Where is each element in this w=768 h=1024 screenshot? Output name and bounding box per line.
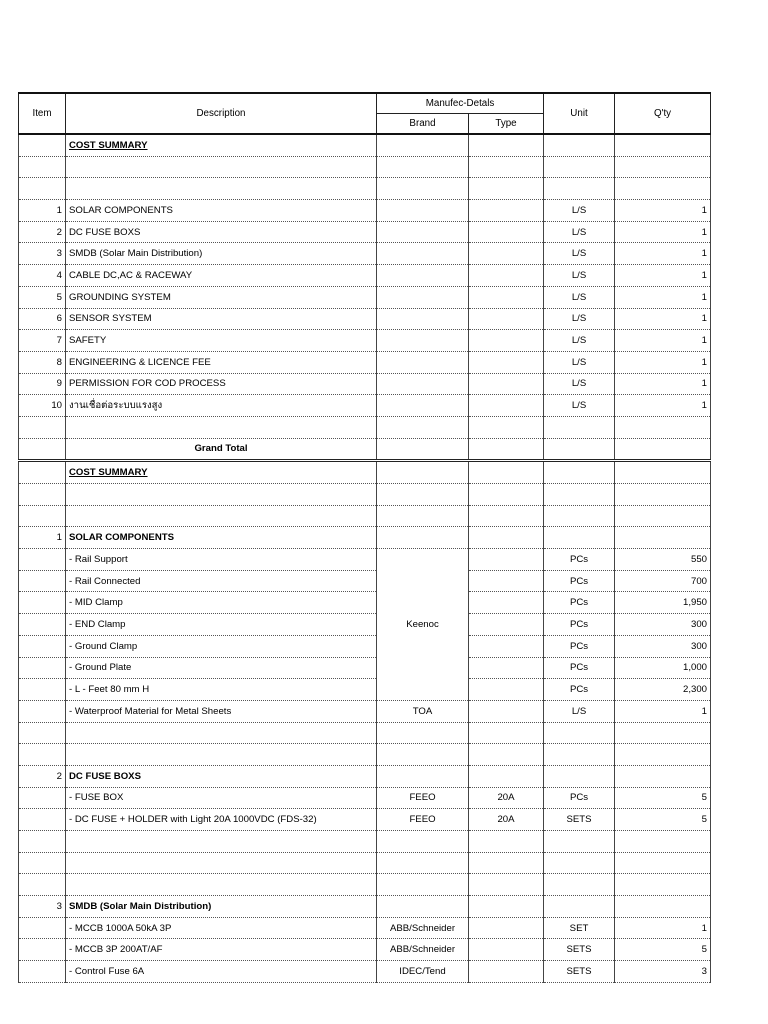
cell-item	[19, 700, 66, 722]
cell-item	[19, 939, 66, 961]
line-item-qty: 1,000	[615, 657, 711, 679]
summary-row	[19, 351, 711, 373]
line-item-type	[469, 549, 544, 571]
cell-unit	[544, 896, 615, 918]
line-item-unit: L/S	[544, 700, 615, 722]
cell-brand	[377, 200, 469, 222]
cell-type	[469, 243, 544, 265]
line-item-type	[469, 657, 544, 679]
section-title: SOLAR COMPONENTS	[66, 527, 377, 549]
section-number: 1	[19, 527, 66, 549]
section-header-row	[19, 527, 711, 549]
item-qty: 1	[615, 373, 711, 395]
cell-qty	[615, 416, 711, 438]
item-description: CABLE DC,AC & RACEWAY	[66, 265, 377, 287]
line-item-unit: PCs	[544, 614, 615, 636]
cell-item	[19, 874, 66, 896]
cell-type	[469, 484, 544, 506]
cell-brand	[377, 178, 469, 200]
detail-title-row	[19, 461, 711, 484]
empty-row	[19, 484, 711, 506]
cell-brand	[377, 308, 469, 330]
line-item-brand: TOA	[377, 700, 469, 722]
line-item-unit: PCs	[544, 787, 615, 809]
cell-unit	[544, 527, 615, 549]
item-unit: L/S	[544, 373, 615, 395]
header-description: Description	[66, 93, 377, 134]
empty-row	[19, 156, 711, 178]
cell-type	[469, 416, 544, 438]
section-title: COST SUMMARY	[66, 461, 377, 484]
line-item-qty: 700	[615, 570, 711, 592]
empty-row	[19, 505, 711, 527]
cell-brand	[377, 722, 469, 744]
cell-type	[469, 156, 544, 178]
line-item-unit: PCs	[544, 592, 615, 614]
empty-row	[19, 722, 711, 744]
cell-desc	[66, 852, 377, 874]
item-unit: L/S	[544, 330, 615, 352]
cell-brand	[377, 527, 469, 549]
empty-row	[19, 416, 711, 438]
line-item-row	[19, 917, 711, 939]
cell-type	[469, 178, 544, 200]
cell-type	[469, 874, 544, 896]
line-item-row	[19, 614, 711, 636]
line-item-type	[469, 635, 544, 657]
cell-brand	[377, 744, 469, 766]
section-title: DC FUSE BOXS	[66, 765, 377, 787]
line-item-unit: PCs	[544, 570, 615, 592]
cell-unit	[544, 438, 615, 461]
header-manufacturer: Manufec-Detals	[377, 93, 544, 114]
boq-sheet	[18, 92, 710, 983]
cell-unit	[544, 744, 615, 766]
line-item-row	[19, 939, 711, 961]
cell-qty	[615, 505, 711, 527]
cell-unit	[544, 874, 615, 896]
section-number: 2	[19, 765, 66, 787]
item-description: งานเชื่อต่อระบบแรงสูง	[66, 395, 377, 417]
summary-row	[19, 373, 711, 395]
summary-row	[19, 286, 711, 308]
cell-type	[469, 896, 544, 918]
table-header	[19, 93, 711, 134]
grand-total-label: Grand Total	[66, 438, 377, 461]
cell-item	[19, 614, 66, 636]
cell-qty	[615, 831, 711, 853]
header-qty: Q'ty	[615, 93, 711, 134]
cell-item	[19, 592, 66, 614]
cell-item	[19, 679, 66, 701]
line-item-description: - L - Feet 80 mm H	[66, 679, 377, 701]
line-item-row	[19, 657, 711, 679]
cell-qty	[615, 765, 711, 787]
section-title: SMDB (Solar Main Distribution)	[66, 896, 377, 918]
item-unit: L/S	[544, 265, 615, 287]
line-item-type	[469, 700, 544, 722]
line-item-type	[469, 679, 544, 701]
item-qty: 1	[615, 221, 711, 243]
line-item-brand: ABB/Schneider	[377, 917, 469, 939]
cell-brand	[377, 134, 469, 156]
item-unit: L/S	[544, 308, 615, 330]
line-item-brand: FEEO	[377, 787, 469, 809]
cell-type	[469, 200, 544, 222]
item-qty: 1	[615, 308, 711, 330]
cell-item	[19, 961, 66, 983]
line-item-type	[469, 592, 544, 614]
cell-desc	[66, 722, 377, 744]
item-description: ENGINEERING & LICENCE FEE	[66, 351, 377, 373]
cell-type	[469, 505, 544, 527]
empty-row	[19, 874, 711, 896]
item-number: 5	[19, 286, 66, 308]
item-number: 3	[19, 243, 66, 265]
line-item-qty: 5	[615, 787, 711, 809]
line-item-description: - FUSE BOX	[66, 787, 377, 809]
line-item-brand: ABB/Schneider	[377, 939, 469, 961]
summary-row	[19, 200, 711, 222]
line-item-qty: 300	[615, 614, 711, 636]
cell-unit	[544, 831, 615, 853]
cell-brand	[377, 373, 469, 395]
cell-desc	[66, 178, 377, 200]
cell-brand	[377, 484, 469, 506]
cell-qty	[615, 744, 711, 766]
cell-desc	[66, 156, 377, 178]
cell-qty	[615, 178, 711, 200]
cell-unit	[544, 765, 615, 787]
cell-unit	[544, 416, 615, 438]
line-item-unit: SETS	[544, 809, 615, 831]
cell-item	[19, 134, 66, 156]
cell-qty	[615, 156, 711, 178]
cell-type	[469, 527, 544, 549]
cell-brand	[377, 874, 469, 896]
cell-brand	[377, 438, 469, 461]
cell-unit	[544, 722, 615, 744]
item-description: DC FUSE BOXS	[66, 221, 377, 243]
cell-brand	[377, 221, 469, 243]
line-item-row	[19, 809, 711, 831]
cell-type	[469, 221, 544, 243]
line-item-row	[19, 787, 711, 809]
summary-row	[19, 243, 711, 265]
line-item-qty: 5	[615, 809, 711, 831]
cell-brand	[377, 765, 469, 787]
cell-qty	[615, 874, 711, 896]
cell-brand	[377, 896, 469, 918]
cell-brand	[377, 505, 469, 527]
cell-qty	[615, 438, 711, 461]
cell-qty	[615, 722, 711, 744]
cell-unit	[544, 505, 615, 527]
cell-item	[19, 787, 66, 809]
cell-item	[19, 917, 66, 939]
cell-brand	[377, 265, 469, 287]
line-item-description: - END Clamp	[66, 614, 377, 636]
item-description: SENSOR SYSTEM	[66, 308, 377, 330]
cell-item	[19, 156, 66, 178]
cell-desc	[66, 484, 377, 506]
empty-row	[19, 744, 711, 766]
cell-item	[19, 461, 66, 484]
line-item-row	[19, 679, 711, 701]
line-item-type	[469, 570, 544, 592]
item-unit: L/S	[544, 395, 615, 417]
header-type: Type	[469, 114, 544, 135]
item-number: 7	[19, 330, 66, 352]
line-item-type	[469, 917, 544, 939]
cell-desc	[66, 831, 377, 853]
cell-unit	[544, 156, 615, 178]
cell-type	[469, 308, 544, 330]
line-item-qty: 1	[615, 700, 711, 722]
item-number: 1	[19, 200, 66, 222]
cell-desc	[66, 744, 377, 766]
item-unit: L/S	[544, 200, 615, 222]
line-item-description: - Ground Clamp	[66, 635, 377, 657]
item-qty: 1	[615, 243, 711, 265]
table-body	[19, 134, 711, 982]
line-item-qty: 300	[615, 635, 711, 657]
cell-type	[469, 831, 544, 853]
line-item-unit: PCs	[544, 635, 615, 657]
line-item-qty: 1	[615, 917, 711, 939]
empty-row	[19, 831, 711, 853]
line-item-description: - Control Fuse 6A	[66, 961, 377, 983]
summary-row	[19, 221, 711, 243]
cell-brand	[377, 831, 469, 853]
cell-item	[19, 416, 66, 438]
item-description: PERMISSION FOR COD PROCESS	[66, 373, 377, 395]
grand-total-row	[19, 438, 711, 461]
line-item-description: - MCCB 3P 200AT/AF	[66, 939, 377, 961]
line-item-description: - Rail Connected	[66, 570, 377, 592]
cell-item	[19, 178, 66, 200]
line-item-description: - Waterproof Material for Metal Sheets	[66, 700, 377, 722]
line-item-qty: 2,300	[615, 679, 711, 701]
line-item-unit: SET	[544, 917, 615, 939]
empty-row	[19, 852, 711, 874]
cell-type	[469, 438, 544, 461]
cell-item	[19, 809, 66, 831]
line-item-description: - Rail Support	[66, 549, 377, 571]
cell-desc	[66, 874, 377, 896]
cell-qty	[615, 896, 711, 918]
cell-item	[19, 657, 66, 679]
cell-qty	[615, 134, 711, 156]
line-item-type	[469, 961, 544, 983]
item-number: 9	[19, 373, 66, 395]
cell-brand	[377, 416, 469, 438]
cell-qty	[615, 461, 711, 484]
line-item-qty: 1,950	[615, 592, 711, 614]
header-unit: Unit	[544, 93, 615, 134]
line-item-row	[19, 570, 711, 592]
section-title: COST SUMMARY	[66, 134, 377, 156]
cell-brand	[377, 330, 469, 352]
line-item-qty: 3	[615, 961, 711, 983]
line-item-description: - DC FUSE + HOLDER with Light 20A 1000VDC (FDS-32)	[66, 809, 377, 831]
line-item-row	[19, 635, 711, 657]
cell-item	[19, 852, 66, 874]
line-item-row	[19, 592, 711, 614]
cell-item	[19, 505, 66, 527]
cell-item	[19, 831, 66, 853]
empty-row	[19, 178, 711, 200]
item-qty: 1	[615, 351, 711, 373]
summary-row	[19, 308, 711, 330]
line-item-unit: SETS	[544, 939, 615, 961]
summary-row	[19, 395, 711, 417]
cell-item	[19, 722, 66, 744]
cell-type	[469, 722, 544, 744]
section-header-row	[19, 896, 711, 918]
cell-item	[19, 635, 66, 657]
item-qty: 1	[615, 286, 711, 308]
item-number: 4	[19, 265, 66, 287]
section-header-row	[19, 765, 711, 787]
line-item-type: 20A	[469, 787, 544, 809]
line-item-unit: PCs	[544, 549, 615, 571]
cell-qty	[615, 484, 711, 506]
line-item-unit: PCs	[544, 657, 615, 679]
merged-brand: Keenoc	[377, 549, 469, 701]
item-number: 6	[19, 308, 66, 330]
summary-row	[19, 330, 711, 352]
cell-brand	[377, 852, 469, 874]
item-qty: 1	[615, 265, 711, 287]
item-description: SOLAR COMPONENTS	[66, 200, 377, 222]
line-item-row	[19, 700, 711, 722]
cell-item	[19, 438, 66, 461]
item-qty: 1	[615, 395, 711, 417]
line-item-description: - MID Clamp	[66, 592, 377, 614]
cell-type	[469, 351, 544, 373]
line-item-description: - Ground Plate	[66, 657, 377, 679]
cell-qty	[615, 527, 711, 549]
line-item-type	[469, 939, 544, 961]
item-unit: L/S	[544, 286, 615, 308]
cell-type	[469, 373, 544, 395]
cell-type	[469, 330, 544, 352]
cell-type	[469, 395, 544, 417]
item-description: GROUNDING SYSTEM	[66, 286, 377, 308]
summary-row	[19, 265, 711, 287]
item-unit: L/S	[544, 221, 615, 243]
cell-brand	[377, 243, 469, 265]
item-number: 10	[19, 395, 66, 417]
item-description: SAFETY	[66, 330, 377, 352]
cell-type	[469, 852, 544, 874]
line-item-brand: IDEC/Tend	[377, 961, 469, 983]
cell-brand	[377, 156, 469, 178]
boq-table	[18, 92, 711, 983]
line-item-type: 20A	[469, 809, 544, 831]
cell-type	[469, 134, 544, 156]
cell-brand	[377, 351, 469, 373]
cell-type	[469, 265, 544, 287]
line-item-row	[19, 549, 711, 571]
summary-title-row	[19, 134, 711, 156]
line-item-qty: 550	[615, 549, 711, 571]
cell-unit	[544, 178, 615, 200]
cell-unit	[544, 461, 615, 484]
cell-type	[469, 744, 544, 766]
item-qty: 1	[615, 200, 711, 222]
cell-item	[19, 549, 66, 571]
cell-type	[469, 765, 544, 787]
section-number: 3	[19, 896, 66, 918]
cell-desc	[66, 505, 377, 527]
line-item-row	[19, 961, 711, 983]
cell-unit	[544, 484, 615, 506]
cell-item	[19, 744, 66, 766]
line-item-unit: SETS	[544, 961, 615, 983]
cell-type	[469, 286, 544, 308]
line-item-type	[469, 614, 544, 636]
cell-brand	[377, 395, 469, 417]
header-item: Item	[19, 93, 66, 134]
item-qty: 1	[615, 330, 711, 352]
item-number: 2	[19, 221, 66, 243]
item-unit: L/S	[544, 351, 615, 373]
cell-brand	[377, 461, 469, 484]
item-number: 8	[19, 351, 66, 373]
line-item-brand: FEEO	[377, 809, 469, 831]
cell-qty	[615, 852, 711, 874]
item-description: SMDB (Solar Main Distribution)	[66, 243, 377, 265]
cell-item	[19, 570, 66, 592]
cell-desc	[66, 416, 377, 438]
cell-item	[19, 484, 66, 506]
line-item-description: - MCCB 1000A 50kA 3P	[66, 917, 377, 939]
cell-type	[469, 461, 544, 484]
cell-unit	[544, 134, 615, 156]
cell-brand	[377, 286, 469, 308]
line-item-unit: PCs	[544, 679, 615, 701]
item-unit: L/S	[544, 243, 615, 265]
line-item-qty: 5	[615, 939, 711, 961]
cell-unit	[544, 852, 615, 874]
header-brand: Brand	[377, 114, 469, 135]
